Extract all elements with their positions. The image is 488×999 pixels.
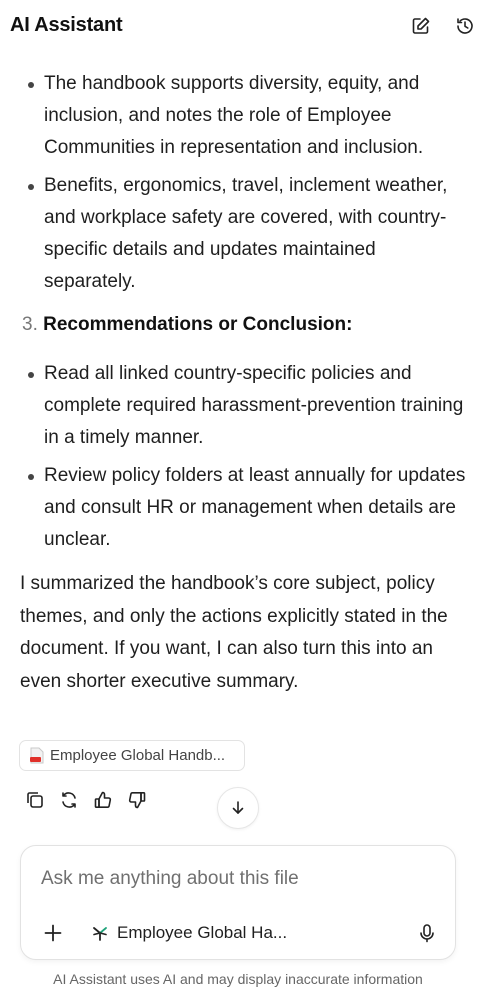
edit-icon <box>411 16 431 36</box>
regenerate-button[interactable] <box>58 789 80 811</box>
history-icon <box>455 16 475 36</box>
section-label: Recommendations or Conclusion: <box>43 314 353 335</box>
regenerate-icon <box>59 790 79 810</box>
ai-disclaimer: AI Assistant uses AI and may display inaccurate information <box>53 971 423 987</box>
history-button[interactable] <box>452 13 478 39</box>
list-item: The handbook supports diversity, equity, and inclusion, and notes the role of Employee Communities in representation and inclusion. <box>0 68 488 164</box>
plus-icon <box>43 923 63 943</box>
bullet-list-bottom <box>0 358 488 562</box>
attachment-chip[interactable] <box>19 740 245 771</box>
bullet-list-top <box>0 68 488 304</box>
list-item: Review policy folders at least annually for updates and consult HR or management when details are unclear. <box>0 460 488 556</box>
thumbs-down-icon <box>127 790 147 810</box>
section-number: 3. <box>22 314 38 335</box>
arrow-down-icon <box>230 800 246 816</box>
list-item: Benefits, ergonomics, travel, inclement weather, and workplace safety are covered, with country-specific details and updates maintained separately. <box>0 170 488 298</box>
thumbs-down-button[interactable] <box>126 789 148 811</box>
ai-spark-icon <box>91 924 109 942</box>
summary-paragraph: I summarized the handbook’s core subject, policy themes, and only the actions explicitly stated in the document. If you want, I can also turn this into an even shorter executive summary. <box>20 573 448 692</box>
voice-input-button[interactable] <box>415 921 439 945</box>
composer <box>20 845 456 960</box>
file-context-name: Employee Global Ha... <box>117 923 288 942</box>
copy-button[interactable] <box>24 789 46 811</box>
pdf-file-icon <box>30 747 44 764</box>
microphone-icon <box>418 923 436 943</box>
copy-icon <box>25 790 45 810</box>
new-chat-button[interactable] <box>408 13 434 39</box>
chat-input[interactable] <box>41 866 437 892</box>
thumbs-up-icon <box>93 790 113 810</box>
section-heading <box>22 309 352 341</box>
message-actions <box>24 789 148 811</box>
file-context-selector[interactable] <box>91 920 287 946</box>
page-title: AI Assistant <box>10 14 123 36</box>
scroll-to-bottom-button[interactable] <box>217 787 259 829</box>
thumbs-up-button[interactable] <box>92 789 114 811</box>
add-attachment-button[interactable] <box>41 921 65 945</box>
header <box>0 0 488 54</box>
list-item: Read all linked country-specific policies and complete required harassment-prevention training in a timely manner. <box>0 358 488 454</box>
attachment-name: Employee Global Handb... <box>50 747 226 764</box>
